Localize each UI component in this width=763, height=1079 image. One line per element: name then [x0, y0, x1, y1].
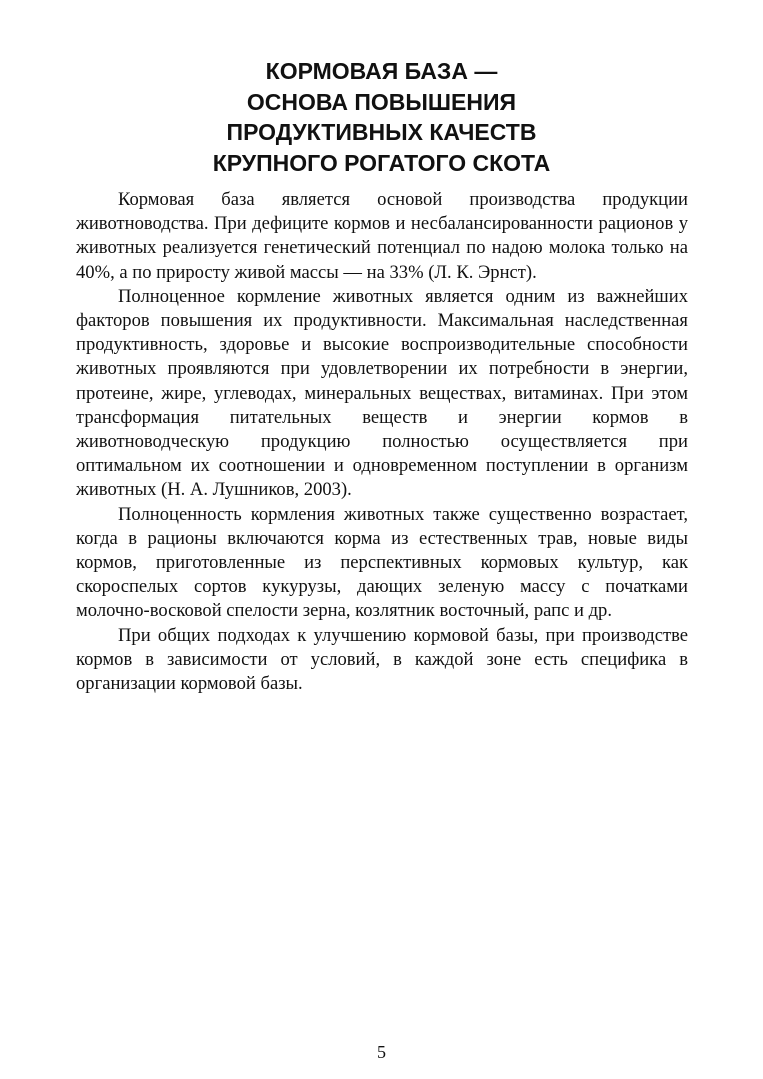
paragraph: Кормовая база является основой производства продукции животноводства. При дефиците кормов и несбалансированности рационов у животных реализуется генетический потенциал по надою молока только на 40%, а по приросту живой массы — на 33% (Л. К. Эрнст).	[76, 189, 688, 283]
paragraph: Полноценность кормления животных также существенно возрастает, когда в рационы включаются корма из естественных трав, новые виды кормов, приготовленные из перспективных кормовых культур, как скороспелых сортов кукурузы, дающих зеленую массу с початками молочно-восковой спелости зерна, козлятник восточный, рапс и др.	[76, 503, 688, 622]
paragraph: При общих подходах к улучшению кормовой базы, при производстве кормов в зависимости от условий, в каждой зоне есть специфика в организации кормовой базы.	[76, 624, 688, 695]
chapter-title-line: КРУПНОГО РОГАТОГО СКОТА	[212, 149, 551, 176]
chapter-title-line: ОСНОВА ПОВЫШЕНИЯ	[246, 88, 517, 115]
page-number: 5	[377, 1042, 386, 1062]
chapter-title	[0, 56, 763, 178]
chapter-title-line: КОРМОВАЯ БАЗА —	[265, 58, 498, 84]
body-text	[76, 188, 688, 696]
paragraph: Полноценное кормление животных является одним из важнейших факторов повышения их продуктивности. Максимальная наследственная продуктивность, здоровье и высокие воспроизводительные способности животных проявляются при удовлетворении их потребности в энергии, протеине, жире, углеводах, минеральных веществах, витаминах. При этом трансформация питательных веществ и энергии кормов в животноводческую продукцию полностью осуществляется при оптимальном их соотношении и одновременном поступлении в организм животных (Н. А. Лушников, 2003).	[76, 285, 688, 501]
chapter-title-line: ПРОДУКТИВНЫХ КАЧЕСТВ	[226, 119, 537, 145]
